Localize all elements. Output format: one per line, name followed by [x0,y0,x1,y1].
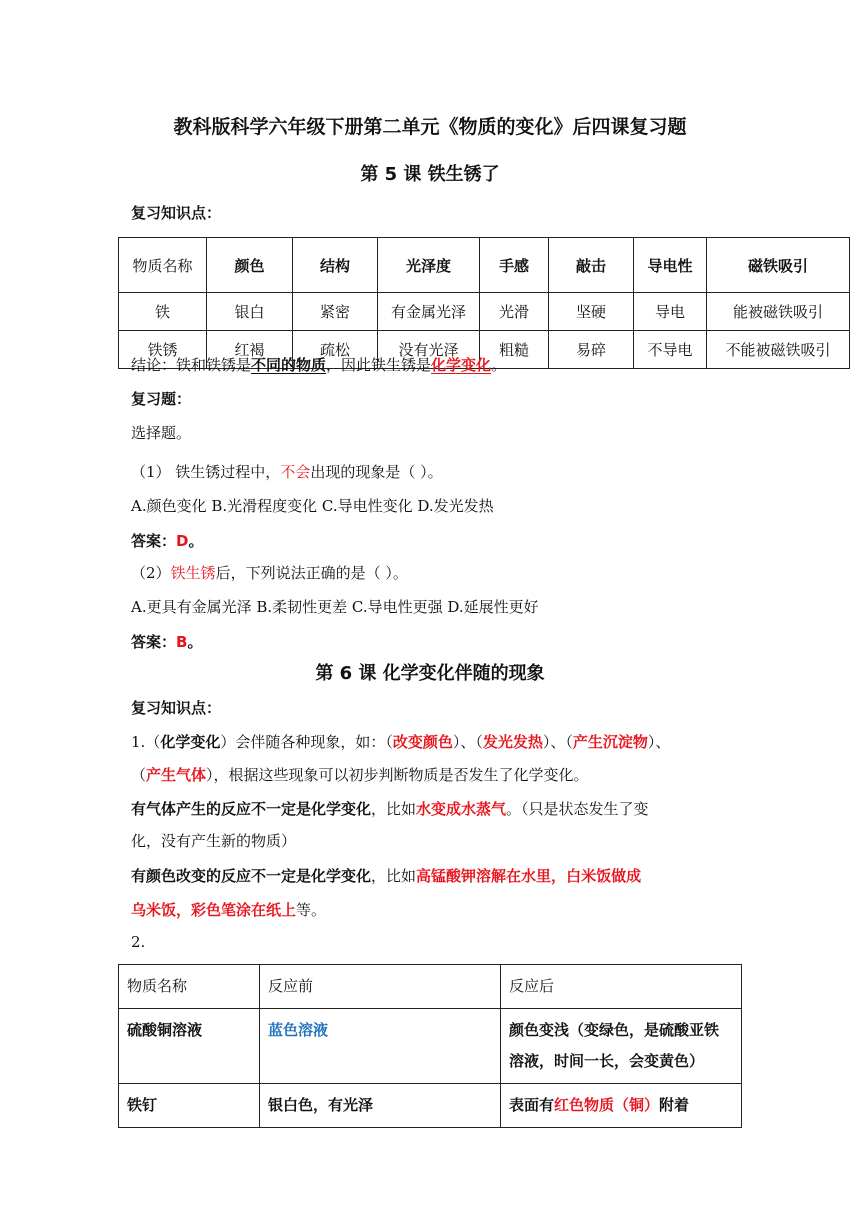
table-cell: 没有光泽 [378,331,480,369]
answer-value: B [176,633,188,651]
keyword: 发光发热 [482,733,543,751]
header-cell: 物质名称 [119,238,207,293]
table-cell: 紧密 [293,293,378,331]
text: 。 [187,633,203,651]
keyword: 高锰酸钾溶解在水里 [416,867,552,885]
text: 后，下列说法正确的是（ ）。 [215,564,408,582]
keyword: 白米饭做成 [566,867,642,885]
table-cell: 铁钉 [119,1084,260,1128]
table-row [119,1084,742,1128]
keyword: 不会 [280,463,311,481]
paragraph-1 [131,731,670,752]
text: （ [131,766,147,784]
lesson5-knowledge-label: 复习知识点： [131,204,222,222]
answer-1 [131,530,203,551]
keyword: 改变颜色 [392,733,453,751]
keyword: 水变成水蒸气 [416,800,507,818]
paragraph-1-cont [131,764,589,785]
header-cell: 磁铁吸引 [707,238,850,293]
keyword: ， [176,901,192,919]
text: 。 [491,356,507,374]
paragraph-3-cont [131,899,326,920]
table-row [119,293,850,331]
table-cell: 银白色，有光泽 [260,1084,501,1128]
table-cell: 光滑 [480,293,549,331]
header-cell: 手感 [480,238,549,293]
table-cell: 铁锈 [119,331,207,369]
text: ）、（ [542,733,573,751]
lesson6-knowledge-label: 复习知识点： [131,699,222,717]
lesson5-heading: 第 5 课 铁生锈了 [360,164,500,185]
header-cell: 反应前 [260,965,501,1009]
conclusion [131,354,506,375]
header-cell: 颜色 [207,238,293,293]
keyword: 有气体产生的反应不一定是化学变化 [131,800,372,818]
table-cell: 导电 [634,293,707,331]
header-cell: 结构 [293,238,378,293]
answer-2 [131,631,202,652]
item-2-label: 2. [131,933,146,951]
text: 答案： [131,633,177,651]
header-cell: 物质名称 [119,965,260,1009]
table-header-row [119,238,850,293]
table-cell: 不导电 [634,331,707,369]
table-cell: 疏松 [293,331,378,369]
keyword: 铁生锈 [170,564,216,582]
header-cell: 光泽度 [378,238,480,293]
text: （2） [131,564,171,582]
question-2 [131,562,408,583]
keyword: ， [551,867,567,885]
table-cell: 颜色变浅（变绿色，是硫酸亚铁溶液，时间一长，会变黄色） [501,1009,742,1084]
paragraph-2 [131,798,649,819]
text: ）、（ [452,733,483,751]
table-cell: 铁 [119,293,207,331]
text: ，因此铁生锈是 [326,356,432,374]
table-cell: 蓝色溶液 [260,1009,501,1084]
keyword: 有颜色改变的反应不一定是化学变化 [131,867,372,885]
question-2-options: A.更具有金属光泽 B.柔韧性更差 C.导电性更强 D.延展性更好 [131,598,539,616]
question-1 [131,461,443,482]
table-cell [501,1084,742,1128]
table-cell: 能被磁铁吸引 [707,293,850,331]
table-cell: 不能被磁铁吸引 [707,331,850,369]
keyword: 不同的物质 [251,356,327,374]
keyword: 化学变化 [160,733,221,751]
text: 。（只是状态发生了变 [506,800,649,818]
paragraph-2-cont: 化，没有产生新的物质） [131,832,297,850]
review-label: 复习题： [131,390,192,408]
table-cell: 粗糙 [480,331,549,369]
text: 附着 [659,1096,690,1114]
table-header-row [119,965,742,1009]
text: ，比如 [371,867,417,885]
keyword: 红色物质（铜） [554,1096,660,1114]
text: 等。 [296,901,327,919]
text: ）、 [647,733,671,751]
text: 1.（ [131,733,161,751]
iron-vs-rust-table [118,237,850,369]
keyword: 产生沉淀物 [572,733,648,751]
table-cell: 易碎 [549,331,634,369]
keyword: 彩色笔涂在纸上 [191,901,297,919]
question-1-options: A.颜色变化 B.光滑程度变化 C.导电性变化 D.发光发热 [131,497,494,515]
text: 结论：铁和铁锈是 [131,356,252,374]
header-cell: 反应后 [501,965,742,1009]
text: ，比如 [371,800,417,818]
header-cell: 敲击 [549,238,634,293]
reaction-table [118,964,742,1128]
table-cell: 坚硬 [549,293,634,331]
text: ）会伴随各种现象，如：（ [220,733,393,751]
text: （1） 铁生锈过程中， [131,463,281,481]
text: ），根据这些现象可以初步判断物质是否发生了化学变化。 [206,766,589,784]
lesson6-heading: 第 6 课 化学变化伴随的现象 [315,663,545,684]
table-cell: 红褐 [207,331,293,369]
keyword: 乌米饭 [131,901,177,919]
paragraph-3 [131,865,641,886]
choice-label: 选择题。 [131,424,192,442]
table-cell: 银白 [207,293,293,331]
table-row [119,1009,742,1084]
document-title: 教科版科学六年级下册第二单元《物质的变化》后四课复习题 [173,116,687,138]
keyword: 产生气体 [146,766,207,784]
text: 答案： [131,532,177,550]
header-cell: 导电性 [634,238,707,293]
keyword: 化学变化 [431,356,492,374]
table-cell: 有金属光泽 [378,293,480,331]
table-cell: 硫酸铜溶液 [119,1009,260,1084]
text: 表面有 [509,1096,555,1114]
answer-value: D [176,532,189,550]
text: 出现的现象是（ ）。 [310,463,443,481]
text: 。 [188,532,204,550]
